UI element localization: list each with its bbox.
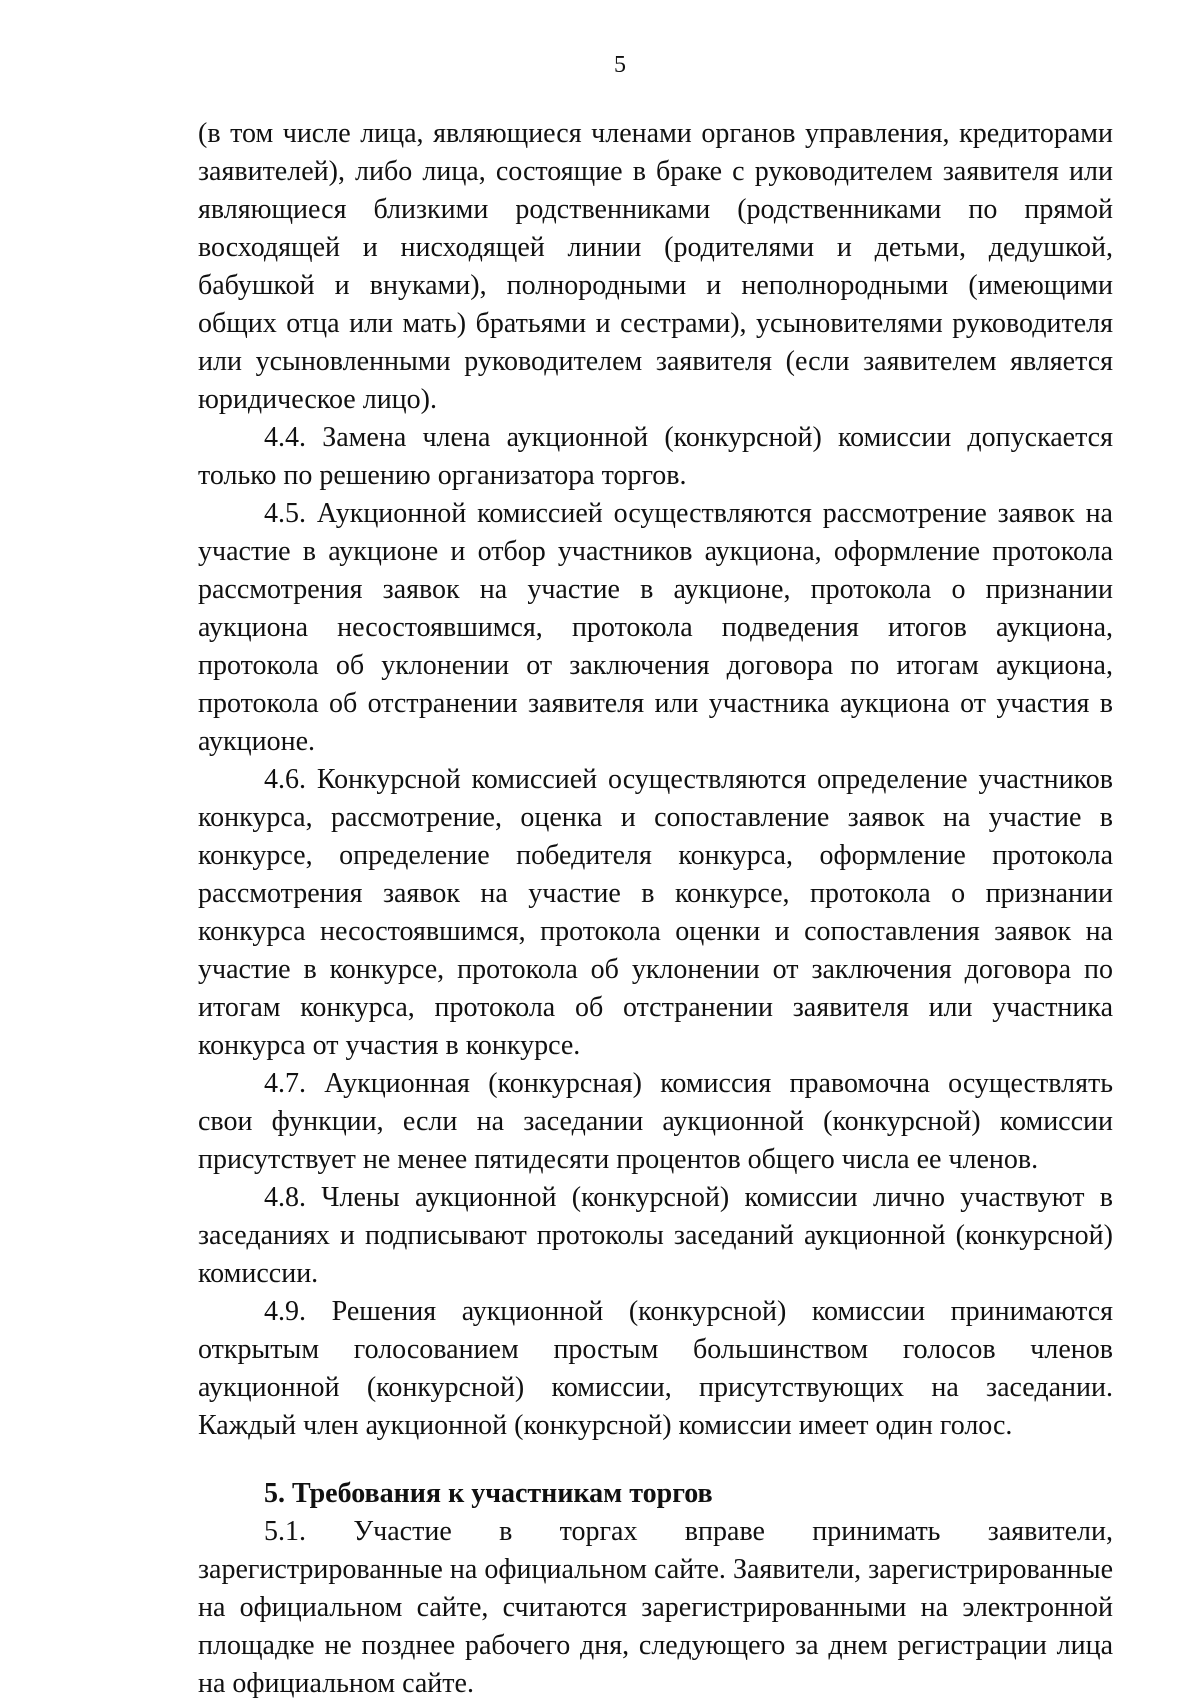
paragraph-4-4: 4.4. Замена члена аукционной (конкурсной) комиссии допускается только по решению организатора торгов. — [198, 422, 1113, 491]
paragraph-4-6: 4.6. Конкурсной комиссией осуществляются определение участников конкурса, рассмотрение, оценка и сопоставление заявок на участие в конкурсе, определение победителя конкурса, оформление протокола рассмотрения заявок на участие в конкурсе, протокола о признании конкурса несостоявшимся, протокола оценки и сопоставления заявок на участие в конкурсе, протокола об уклонении от заключения договора по итогам конкурса, протокола об отстранении заявителя или участника конкурса от участия в конкурсе. — [198, 764, 1113, 1061]
paragraph-5-1: 5.1. Участие в торгах вправе принимать заявители, зарегистрированные на официальном сайте. Заявители, зарегистрированные на официальном сайте, считаются зарегистрированными на электронной площадке не позднее рабочего дня, следующего за днем регистрации лица на официальном сайте. — [198, 1516, 1113, 1699]
paragraph-4-8: 4.8. Члены аукционной (конкурсной) комиссии лично участвуют в заседаниях и подписывают протоколы заседаний аукционной (конкурсной) комиссии. — [198, 1182, 1113, 1289]
section-heading: 5. Требования к участникам торгов — [264, 1478, 713, 1509]
paragraph-4-5: 4.5. Аукционной комиссией осуществляются рассмотрение заявок на участие в аукционе и отбор участников аукциона, оформление протокола рассмотрения заявок на участие в аукционе, протокола о признании аукциона несостоявшимся, протокола подведения итогов аукциона, протокола об уклонении от заключения договора по итогам аукциона, протокола об отстранении заявителя или участника аукциона от участия в аукционе. — [198, 498, 1113, 757]
paragraph-continuation: (в том числе лица, являющиеся членами органов управления, кредиторами заявителей), либо лица, состоящие в браке с руководителем заявителя или являющиеся близкими родственниками (родственниками по прямой восходящей и нисходящей линии (родителями и детьми, дедушкой, бабушкой и внуками), полнородными и неполнородными (имеющими общих отца или мать) братьями и сестрами), усыновителями руководителя или усыновленными руководителем заявителя (если заявителем является юридическое лицо). — [198, 118, 1113, 415]
document-body — [198, 115, 1113, 1703]
page-number: 5 — [614, 52, 626, 78]
paragraph-4-7: 4.7. Аукционная (конкурсная) комиссия правомочна осуществлять свои функции, если на заседании аукционной (конкурсной) комиссии присутствует не менее пятидесяти процентов общего числа ее членов. — [198, 1068, 1113, 1175]
paragraph-4-9: 4.9. Решения аукционной (конкурсной) комиссии принимаются открытым голосованием простым большинством голосов членов аукционной (конкурсной) комиссии, присутствующих на заседании. Каждый член аукционной (конкурсной) комиссии имеет один голос. — [198, 1296, 1113, 1441]
